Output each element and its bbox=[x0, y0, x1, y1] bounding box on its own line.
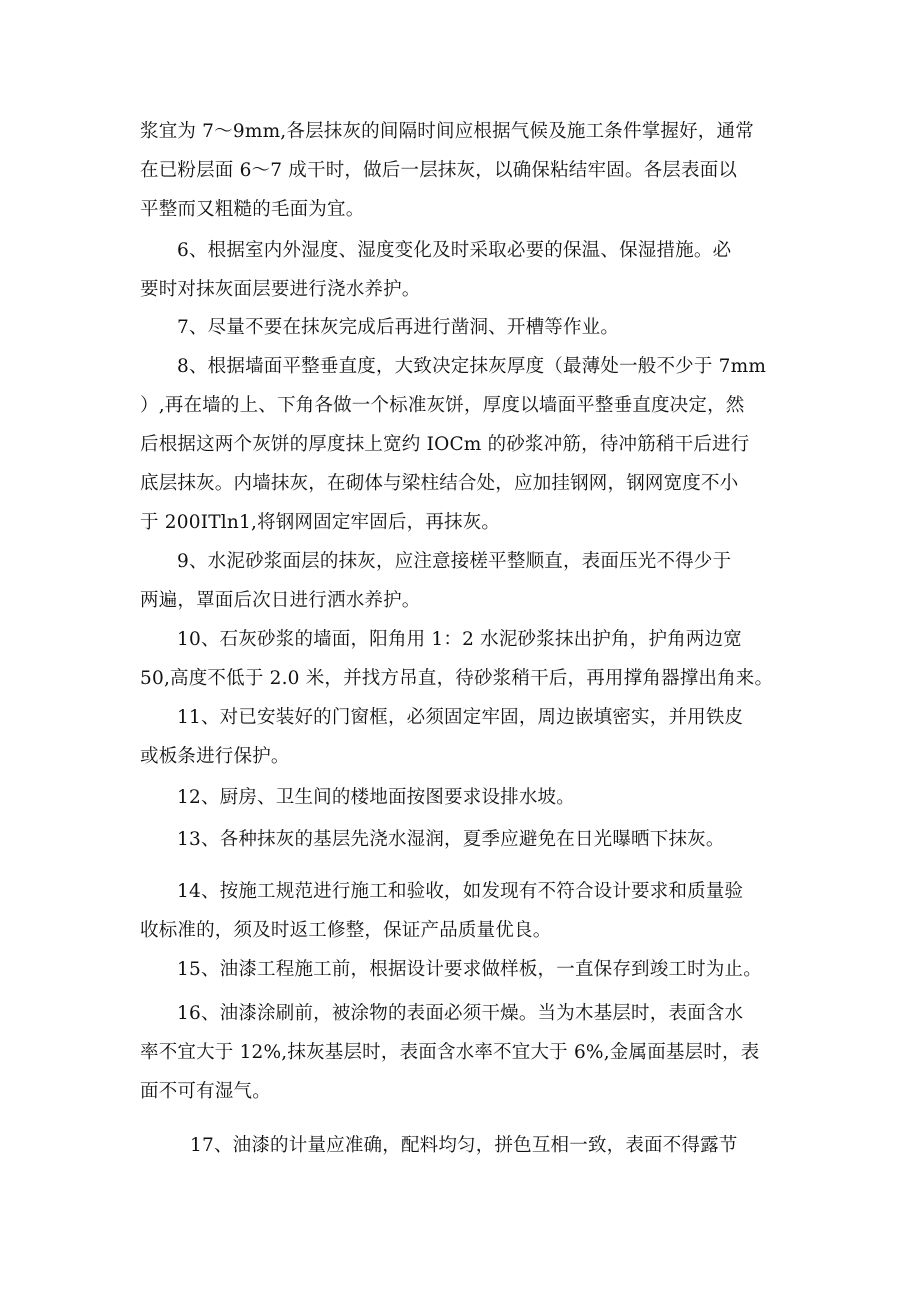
text-line: 或板条进行保护。 bbox=[140, 746, 290, 767]
paragraph-item-6 bbox=[140, 231, 785, 309]
paragraph-item-13 bbox=[140, 820, 785, 859]
text-line: 面不可有湿气。 bbox=[140, 1081, 271, 1102]
paragraph-item-14 bbox=[140, 872, 785, 950]
text-line: 9、水泥砂浆面层的抹灰，应注意接槎平整顺直，表面压光不得少于 bbox=[177, 551, 732, 572]
paragraph-continuation bbox=[140, 112, 785, 229]
text-line: 7、尽量不要在抹灰完成后再进行凿洞、开槽等作业。 bbox=[177, 317, 620, 338]
text-line: 10、石灰砂浆的墙面，阳角用 1：2 水泥砂浆抹出护角，护角两边宽 bbox=[177, 629, 742, 650]
text-line: 16、油漆涂刷前，被涂物的表面必须干燥。当为木基层时，表面含水 bbox=[177, 1003, 744, 1024]
paragraph-item-15 bbox=[140, 950, 785, 989]
text-line: 8、根据墙面平整垂直度，大致决定抹灰厚度（最薄处一般不少于 7mm bbox=[177, 356, 767, 377]
text-line: ）,再在墙的上、下角各做一个标准灰饼，厚度以墙面平整垂直度决定，然 bbox=[140, 395, 745, 416]
text-line: 12、厨房、卫生间的楼地面按图要求设排水坡。 bbox=[177, 787, 575, 808]
text-line: 13、各种抹灰的基层先浇水湿润，夏季应避免在日光曝晒下抹灰。 bbox=[177, 829, 725, 850]
text-line: 11、对已安装好的门窗框，必须固定牢固，周边嵌填密实，并用铁皮 bbox=[177, 707, 744, 728]
text-line: 50,高度不低于 2.0 米，并找方吊直，待砂浆稍干后，再用撑角器撑出角来。 bbox=[140, 668, 774, 689]
paragraph-item-11 bbox=[140, 698, 785, 776]
text-line: 后根据这两个灰饼的厚度抹上宽约 IOCm 的砂浆冲筋，待冲筋稍干后进行 bbox=[140, 434, 750, 455]
text-line: 14、按施工规范进行施工和验收，如发现有不符合设计要求和质量验 bbox=[177, 881, 744, 902]
text-line: 两遍，罩面后次日进行洒水养护。 bbox=[140, 590, 421, 611]
text-line: 平整而又粗糙的毛面为宜。 bbox=[140, 199, 365, 220]
text-line: 收标准的，须及时返工修整，保证产品质量优良。 bbox=[140, 920, 552, 941]
paragraph-item-16 bbox=[140, 994, 785, 1111]
paragraph-item-9 bbox=[140, 542, 785, 620]
text-line: 17、油漆的计量应准确，配料均匀，拼色互相一致，表面不得露节 bbox=[190, 1135, 738, 1156]
text-line: 要时对抹灰面层要进行浇水养护。 bbox=[140, 279, 421, 300]
text-line: 于 200ITln1,将钢网固定牢固后，再抹灰。 bbox=[140, 512, 501, 533]
text-line: 15、油漆工程施工前，根据设计要求做样板，一直保存到竣工时为止。 bbox=[177, 959, 762, 980]
paragraph-item-8 bbox=[140, 347, 785, 542]
text-line: 在已粉层面 6～7 成干时，做后一层抹灰，以确保粘结牢固。各层表面以 bbox=[140, 160, 738, 181]
paragraph-item-10 bbox=[140, 620, 785, 698]
text-line: 底层抹灰。内墙抹灰，在砌体与梁柱结合处，应加挂钢网，钢网宽度不小 bbox=[140, 473, 739, 494]
paragraph-item-12 bbox=[140, 778, 785, 817]
paragraph-item-7 bbox=[140, 308, 785, 347]
text-line: 率不宜大于 12%,抹灰基层时，表面含水率不宜大于 6%,金属面基层时，表 bbox=[140, 1042, 760, 1063]
paragraph-item-17 bbox=[140, 1126, 785, 1165]
text-line: 浆宜为 7～9mm,各层抹灰的间隔时间应根据气候及施工条件掌握好，通常 bbox=[140, 121, 754, 142]
text-line: 6、根据室内外湿度、湿度变化及时采取必要的保温、保湿措施。必 bbox=[177, 240, 732, 261]
